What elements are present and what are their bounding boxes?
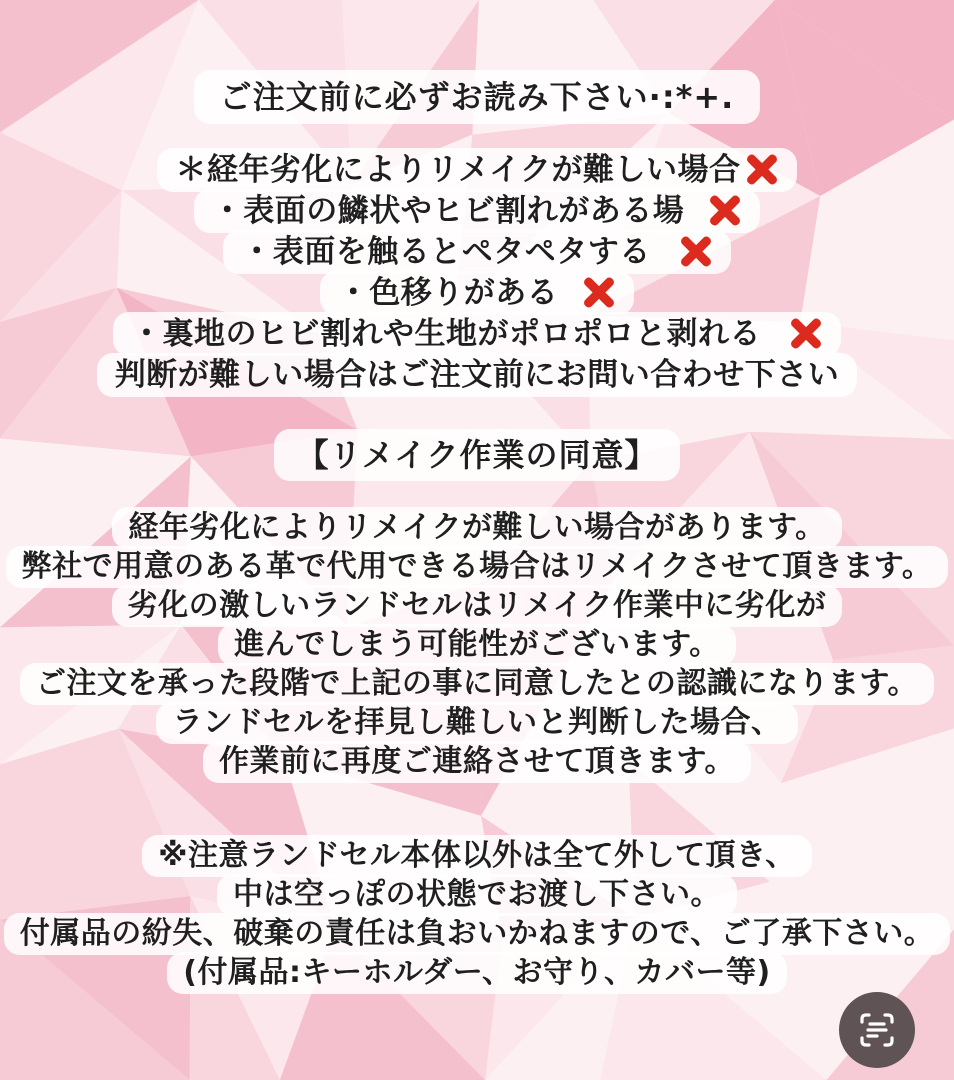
warning-text: 判断が難しい場合はご注文前にお問い合わせ下さい	[97, 353, 858, 397]
cross-icon	[789, 316, 823, 350]
section-heading-row	[274, 429, 679, 481]
agreement-line: 経年劣化によりリメイクが難しい場合があります。	[112, 507, 841, 549]
warning-line	[97, 189, 858, 233]
attachment-notes	[4, 835, 950, 994]
page-title-row	[194, 70, 761, 124]
scan-text-icon	[855, 1008, 899, 1052]
agreement-line: ランドセルを拝見し難しいと判断した場合、	[156, 702, 797, 744]
warning-line	[97, 230, 858, 274]
scan-text-button[interactable]	[839, 992, 915, 1068]
cross-icon	[582, 275, 616, 309]
note-line: ※注意ランドセル本体以外は全て外して頂き、	[142, 835, 812, 877]
section-heading: 【リメイク作業の同意】	[274, 429, 679, 481]
warning-text: ＊経年劣化によりリメイクが難しい場合	[175, 152, 741, 188]
warning-list	[97, 148, 858, 397]
agreement-paragraph	[6, 507, 949, 783]
agreement-line: 弊社で用意のある革で代用できる場合はリメイクさせて頂きます。	[6, 546, 949, 588]
warning-line	[97, 312, 858, 356]
warning-text: ・表面の鱗状やヒビ割れがある場	[211, 193, 685, 229]
warning-line	[97, 148, 858, 192]
warning-text: ・表面を触るとペタペタする	[241, 234, 651, 270]
warning-line	[97, 353, 858, 397]
warning-text: ・裏地のヒビ割れや生地がポロポロと剥れる	[131, 316, 761, 352]
agreement-line: 劣化の激しいランドセルはリメイク作業中に劣化が	[112, 585, 843, 627]
warning-line	[97, 271, 858, 315]
agreement-line: ご注文を承った段階で上記の事に同意したとの認識になります。	[20, 663, 934, 705]
cross-icon	[745, 152, 779, 186]
note-line: (付属品:キーホルダー、お守り、カバー等)	[167, 952, 787, 994]
cross-icon	[679, 234, 713, 268]
note-line: 中は空っぽの状態でお渡し下さい。	[217, 874, 737, 916]
agreement-line: 進んでしまう可能性がございます。	[218, 624, 736, 666]
note-line: 付属品の紛失、破棄の責任は負おいかねますので、ご了承下さい。	[4, 913, 950, 955]
warning-text: ・色移りがある	[337, 275, 559, 311]
page-title: ご注文前に必ずお読み下さい·:*+.	[194, 70, 761, 124]
agreement-line: 作業前に再度ご連絡させて頂きます。	[203, 741, 751, 783]
cross-icon	[708, 193, 742, 227]
